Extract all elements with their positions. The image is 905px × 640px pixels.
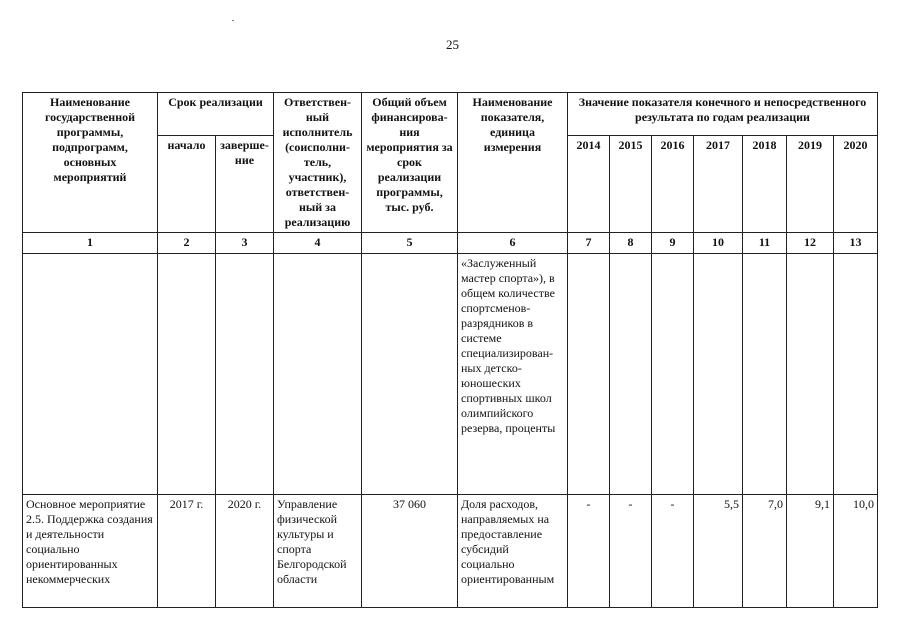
cell-value — [834, 254, 878, 495]
header-year: 2014 — [568, 136, 610, 233]
header-year: 2016 — [652, 136, 694, 233]
cell-value — [568, 254, 610, 495]
cell-end: 2020 г. — [216, 495, 274, 608]
header-responsible: Ответствен-ный исполнитель (соисполни-тель, участник), ответствен-ный за реализацию — [274, 93, 362, 233]
cell-value — [743, 254, 787, 495]
header-end: заверше-ние — [216, 136, 274, 233]
table-row — [23, 495, 878, 608]
header-year: 2019 — [787, 136, 834, 233]
cell-value: 9,1 — [787, 495, 834, 608]
cell-value: - — [610, 495, 652, 608]
page-number: 25 — [446, 37, 459, 52]
cell-finance — [362, 254, 458, 495]
cell-indicator: «Заслуженный мастер спорта»), в общем количестве спортсменов-разрядников в системе специализирован-ных детско-юношеских спортивных школ олимпийского резерва, проценты — [458, 254, 568, 495]
cell-value — [694, 254, 743, 495]
column-number: 3 — [216, 233, 274, 254]
cell-value: 7,0 — [743, 495, 787, 608]
column-number: 4 — [274, 233, 362, 254]
cell-start: 2017 г. — [158, 495, 216, 608]
header-year: 2015 — [610, 136, 652, 233]
column-number: 11 — [743, 233, 787, 254]
header-program-name: Наименование государственной программы, подпрограмм, основных мероприятий — [23, 93, 158, 233]
scan-speck — [232, 20, 234, 21]
cell-value: - — [652, 495, 694, 608]
cell-value — [652, 254, 694, 495]
column-number: 12 — [787, 233, 834, 254]
cell-end — [216, 254, 274, 495]
cell-value — [610, 254, 652, 495]
cell-responsible: Управление физической культуры и спорта Белгородской области — [274, 495, 362, 608]
header-values-by-year: Значение показателя конечного и непосредственного результата по годам реализации — [568, 93, 878, 136]
column-number: 13 — [834, 233, 878, 254]
column-number: 9 — [652, 233, 694, 254]
column-number: 6 — [458, 233, 568, 254]
column-number: 1 — [23, 233, 158, 254]
column-number: 10 — [694, 233, 743, 254]
header-finance: Общий объем финансирова-ния мероприятия за срок реализации программы, тыс. руб. — [362, 93, 458, 233]
cell-finance: 37 060 — [362, 495, 458, 608]
cell-program-name — [23, 254, 158, 495]
header-year: 2018 — [743, 136, 787, 233]
cell-start — [158, 254, 216, 495]
column-number: 7 — [568, 233, 610, 254]
cell-value: - — [568, 495, 610, 608]
column-number: 5 — [362, 233, 458, 254]
header-year: 2017 — [694, 136, 743, 233]
program-table — [22, 92, 878, 608]
cell-program-name: Основное мероприятие 2.5. Поддержка создания и деятельности социально ориентированных некоммерческих — [23, 495, 158, 608]
header-term: Срок реализации — [158, 93, 274, 136]
header-indicator: Наименование показателя, единица измерения — [458, 93, 568, 233]
cell-indicator: Доля расходов, направляемых на предоставление субсидий социально ориентированным — [458, 495, 568, 608]
header-start: начало — [158, 136, 216, 233]
table-row — [23, 254, 878, 495]
column-number: 2 — [158, 233, 216, 254]
cell-value — [787, 254, 834, 495]
cell-responsible — [274, 254, 362, 495]
cell-value: 10,0 — [834, 495, 878, 608]
cell-value: 5,5 — [694, 495, 743, 608]
column-number: 8 — [610, 233, 652, 254]
header-year: 2020 — [834, 136, 878, 233]
